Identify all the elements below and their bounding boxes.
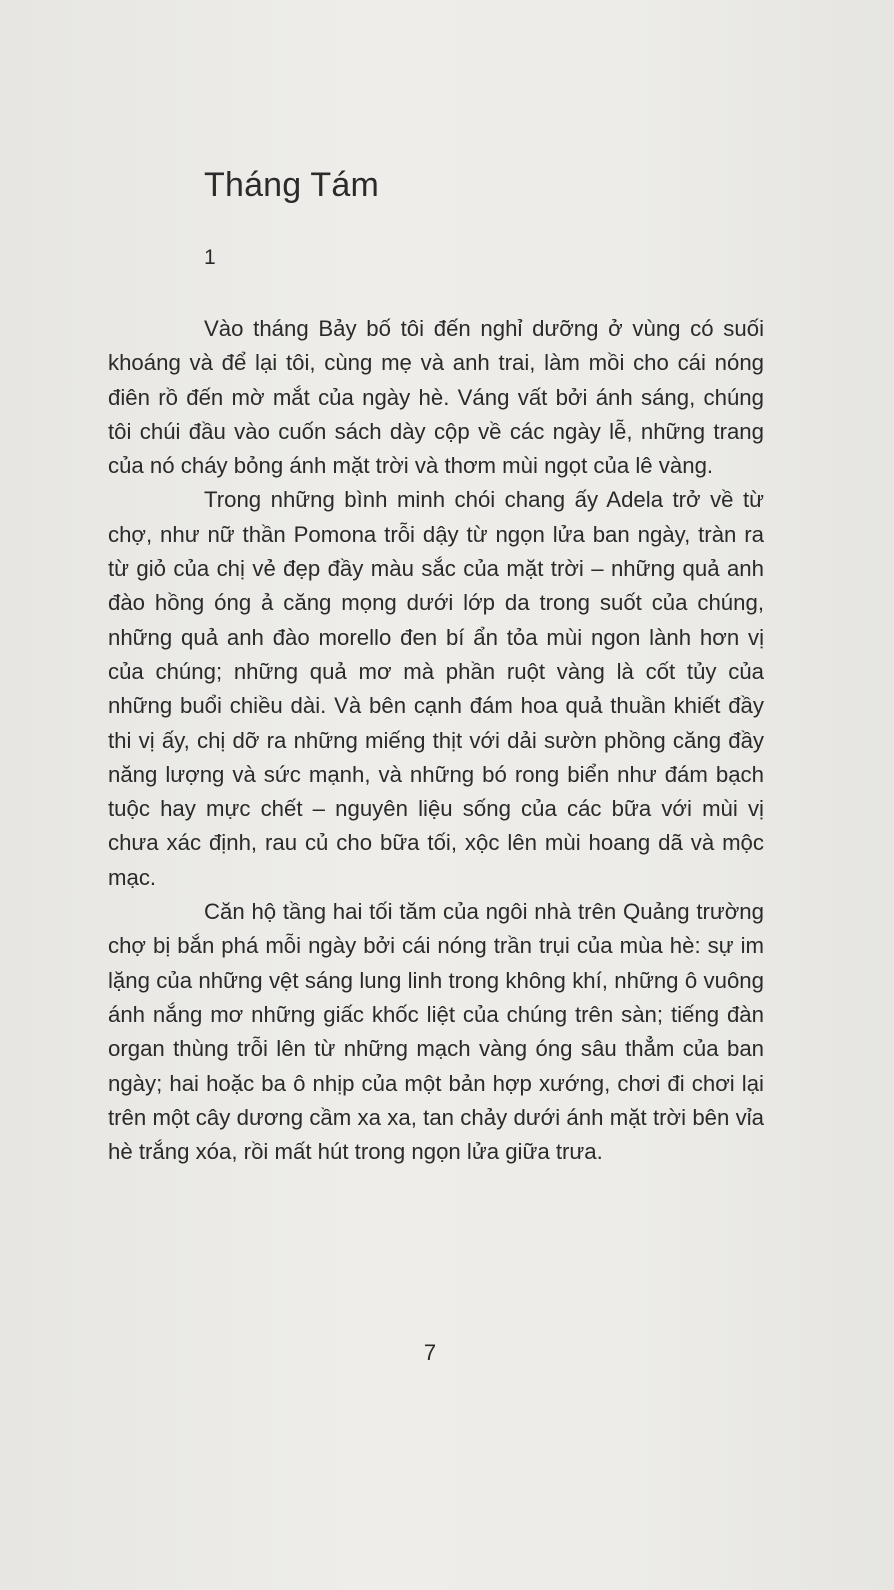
body-text [108, 312, 764, 1169]
paragraph-1: Vào tháng Bảy bố tôi đến nghỉ dưỡng ở vùng có suối khoáng và để lại tôi, cùng mẹ và anh trai, làm mồi cho cái nóng điên rồ đến mờ mắt của ngày hè. Váng vất bởi ánh sáng, chúng tôi chúi đầu vào cuốn sách dày cộp về các ngày lễ, những trang của nó cháy bỏng ánh mặt trời và thơm mùi ngọt của lê vàng. [108, 316, 764, 479]
page-number: 7 [423, 1340, 437, 1365]
paragraph-3: Căn hộ tầng hai tối tăm của ngôi nhà trên Quảng trường chợ bị bắn phá mỗi ngày bởi cái nóng trần trụi của mùa hè: sự im lặng của những vệt sáng lung linh trong không khí, những ô vuông ánh nắng mơ những giấc khốc liệt của chúng trên sàn; tiếng đàn organ thùng trỗi lên từ những mạch vàng óng sâu thẳm của ban ngày; hai hoặc ba ô nhịp của một bản hợp xướng, chơi đi chơi lại trên một cây dương cầm xa xa, tan chảy dưới ánh mặt trời bên vỉa hè trắng xóa, rồi mất hút trong ngọn lửa giữa trưa. [108, 899, 764, 1165]
section-number: 1 [204, 246, 216, 269]
paragraph-2: Trong những bình minh chói chang ấy Adela trở về từ chợ, như nữ thần Pomona trỗi dậy từ ngọn lửa ban ngày, tràn ra từ giỏ của chị vẻ đẹp đầy màu sắc của mặt trời – những quả anh đào hồng óng ả căng mọng dưới lớp da trong suốt của chúng, những quả anh đào morello đen bí ẩn tỏa mùi ngon lành hơn vị của chúng; những quả mơ mà phần ruột vàng là cốt tủy của những buổi chiều dài. Và bên cạnh đám hoa quả thuần khiết đầy thi vị ấy, chị dỡ ra những miếng thịt với dải sườn phồng căng đầy năng lượng và sức mạnh, và những bó rong biển như đám bạch tuộc hay mực chết – nguyên liệu sống của các bữa với mùi vị chưa xác định, rau củ cho bữa tối, xộc lên mùi hoang dã và mộc mạc. [108, 487, 764, 890]
chapter-title: Tháng Tám [204, 166, 380, 204]
